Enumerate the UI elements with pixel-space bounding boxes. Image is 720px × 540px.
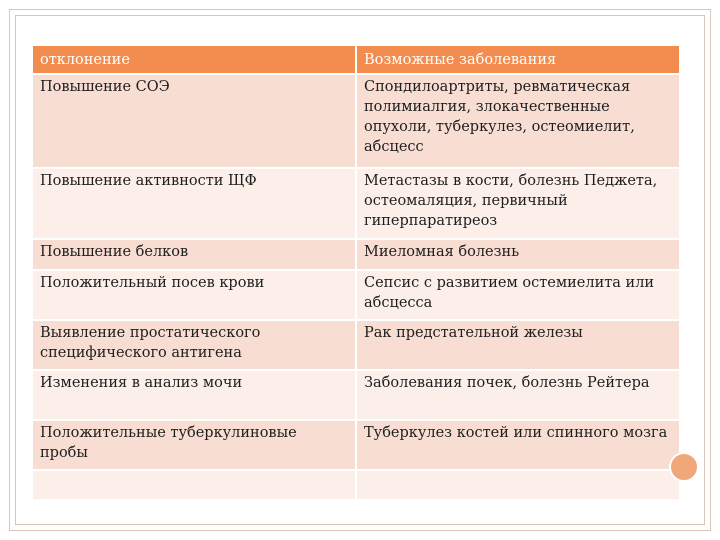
table-row (32, 74, 680, 168)
deviation-cell: Повышение белков (32, 239, 356, 270)
deviation-cell: Положительный посев крови (32, 270, 356, 320)
disease-cell: Сепсис с развитием остемиелита или абсцесса (356, 270, 680, 320)
deviation-cell: Выявление простатического специфического антигена (32, 320, 356, 370)
disease-cell: Туберкулез костей или спинного мозга (356, 420, 680, 470)
table-header-row (32, 45, 680, 74)
deviation-cell: Изменения в анализ мочи (32, 370, 356, 420)
table-row (32, 270, 680, 320)
disease-cell: Спондилоартриты, ревматическая полимиалгия, злокачественные опухоли, туберкулез, остеомиелит, абсцесс (356, 74, 680, 168)
deviation-cell: Повышение активности ЩФ (32, 168, 356, 239)
header-deviation: отклонение (32, 45, 356, 74)
header-possible-diseases: Возможные заболевания (356, 45, 680, 74)
disease-cell (356, 470, 680, 500)
disease-cell: Рак предстательной железы (356, 320, 680, 370)
disease-cell: Миеломная болезнь (356, 239, 680, 270)
table-row (32, 470, 680, 500)
table-row (32, 168, 680, 239)
table-row (32, 370, 680, 420)
table-row (32, 239, 680, 270)
deviation-cell: Положительные туберкулиновые пробы (32, 420, 356, 470)
decorative-circle (669, 452, 699, 482)
disease-cell: Заболевания почек, болезнь Рейтера (356, 370, 680, 420)
table-row (32, 320, 680, 370)
deviation-cell: Повышение СОЭ (32, 74, 356, 168)
table-row (32, 420, 680, 470)
diagnosis-table (31, 44, 681, 501)
deviation-cell (32, 470, 356, 500)
disease-cell: Метастазы в кости, болезнь Педжета, остеомаляция, первичный гиперпаратиреоз (356, 168, 680, 239)
